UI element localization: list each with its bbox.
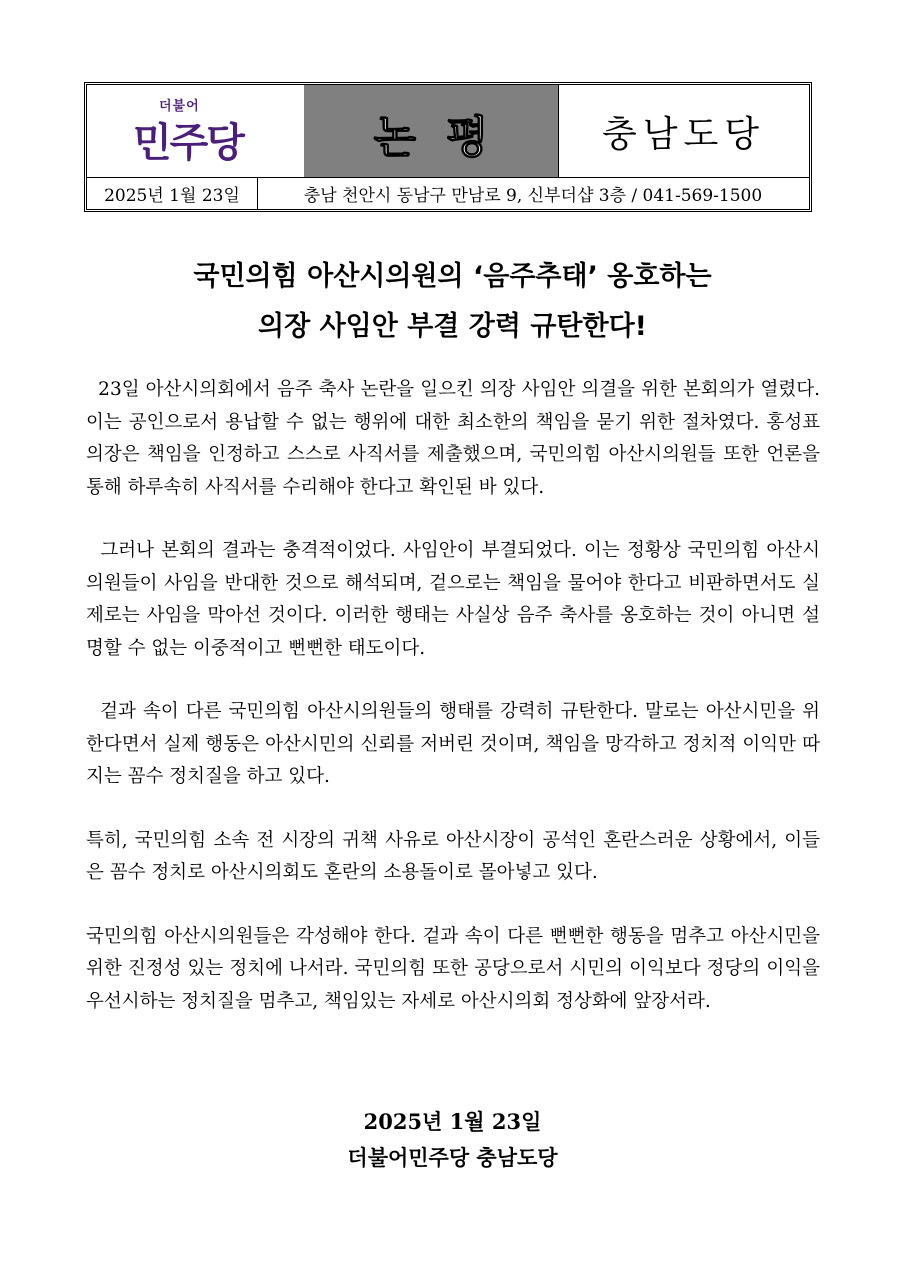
header-address: 충남 천안시 동남구 만남로 9, 신부더샵 3층 / 041-569-1500	[303, 185, 763, 206]
paragraph: 특히, 국민의힘 소속 전 시장의 귀책 사유로 아산시장이 공석인 혼란스러운 상황에서, 이들은 꼼수 정치로 아산시의회도 혼란의 소용돌이로 몰아넣고 있다.	[86, 829, 820, 883]
org-name: 충남도당	[601, 113, 766, 155]
paragraph: 그러나 본회의 결과는 충격적이었다. 사임안이 부결되었다. 이는 정황상 국민의힘 아산시의원들이 사임을 반대한 것으로 해석되며, 겉으로는 책임을 물어야 한다고 비판하면서도 실제로는 사임을 막아선 것이다. 이러한 행태는 사실상 음주 축사를 옹호하는 것이 아니면 설명할 수 없는 이중적이고 뻔뻔한 태도이다.	[86, 540, 820, 659]
header-bottom-row	[87, 177, 809, 209]
footer-date: 2025년 1월 23일	[363, 1109, 542, 1134]
paragraph: 국민의힘 아산시의원들은 각성해야 한다. 겉과 속이 다른 뻔뻔한 행동을 멈추고 아산시민을 위한 진정성 있는 정치에 나서라. 국민의힘 또한 공당으로서 시민의 이익보다 정당의 이익을 우선시하는 정치질을 멈추고, 책임있는 자세로 아산시의회 정상화에 앞장서라.	[86, 925, 820, 1012]
footer	[0, 1104, 905, 1176]
logo-main-text: 민주당	[133, 120, 243, 166]
party-logo	[87, 85, 305, 177]
header-table	[84, 82, 812, 212]
document-type-cell	[304, 85, 559, 177]
logo-small-text: 더불어	[159, 99, 200, 114]
paragraph: 23일 아산시의회에서 음주 축사 논란을 일으킨 의장 사임안 의결을 위한 본회의가 열렸다. 이는 공인으로서 용납할 수 없는 행위에 대한 최소한의 책임을 묻기 위한 절차였다. 홍성표 의장은 책임을 인정하고 스스로 사직서를 제출했으며, 국민의힘 아산시의원들 또한 언론을 통해 하루속히 사직서를 수리해야 한다고 확인된 바 있다.	[86, 379, 826, 498]
paragraph: 겉과 속이 다른 국민의힘 아산시의원들의 행태를 강력히 규탄한다. 말로는 아산시민을 위한다면서 실제 행동은 아산시민의 신뢰를 저버린 것이며, 책임을 망각하고 정치적 이익만 따지는 꼼수 정치질을 하고 있다.	[86, 701, 821, 787]
body-text	[86, 374, 826, 1049]
header-date: 2025년 1월 23일	[87, 177, 258, 209]
title-line-2: 의장 사임안 부결 강력 규탄한다!	[258, 311, 647, 342]
document-type-label: 논평	[373, 112, 519, 163]
footer-org: 더불어민주당 충남도당	[347, 1145, 558, 1170]
org-cell	[558, 85, 809, 177]
document-title	[40, 252, 865, 352]
title-line-1: 국민의힘 아산시의원의 ‘음주추태’ 옹호하는	[193, 261, 712, 292]
header-top-row	[87, 85, 809, 178]
